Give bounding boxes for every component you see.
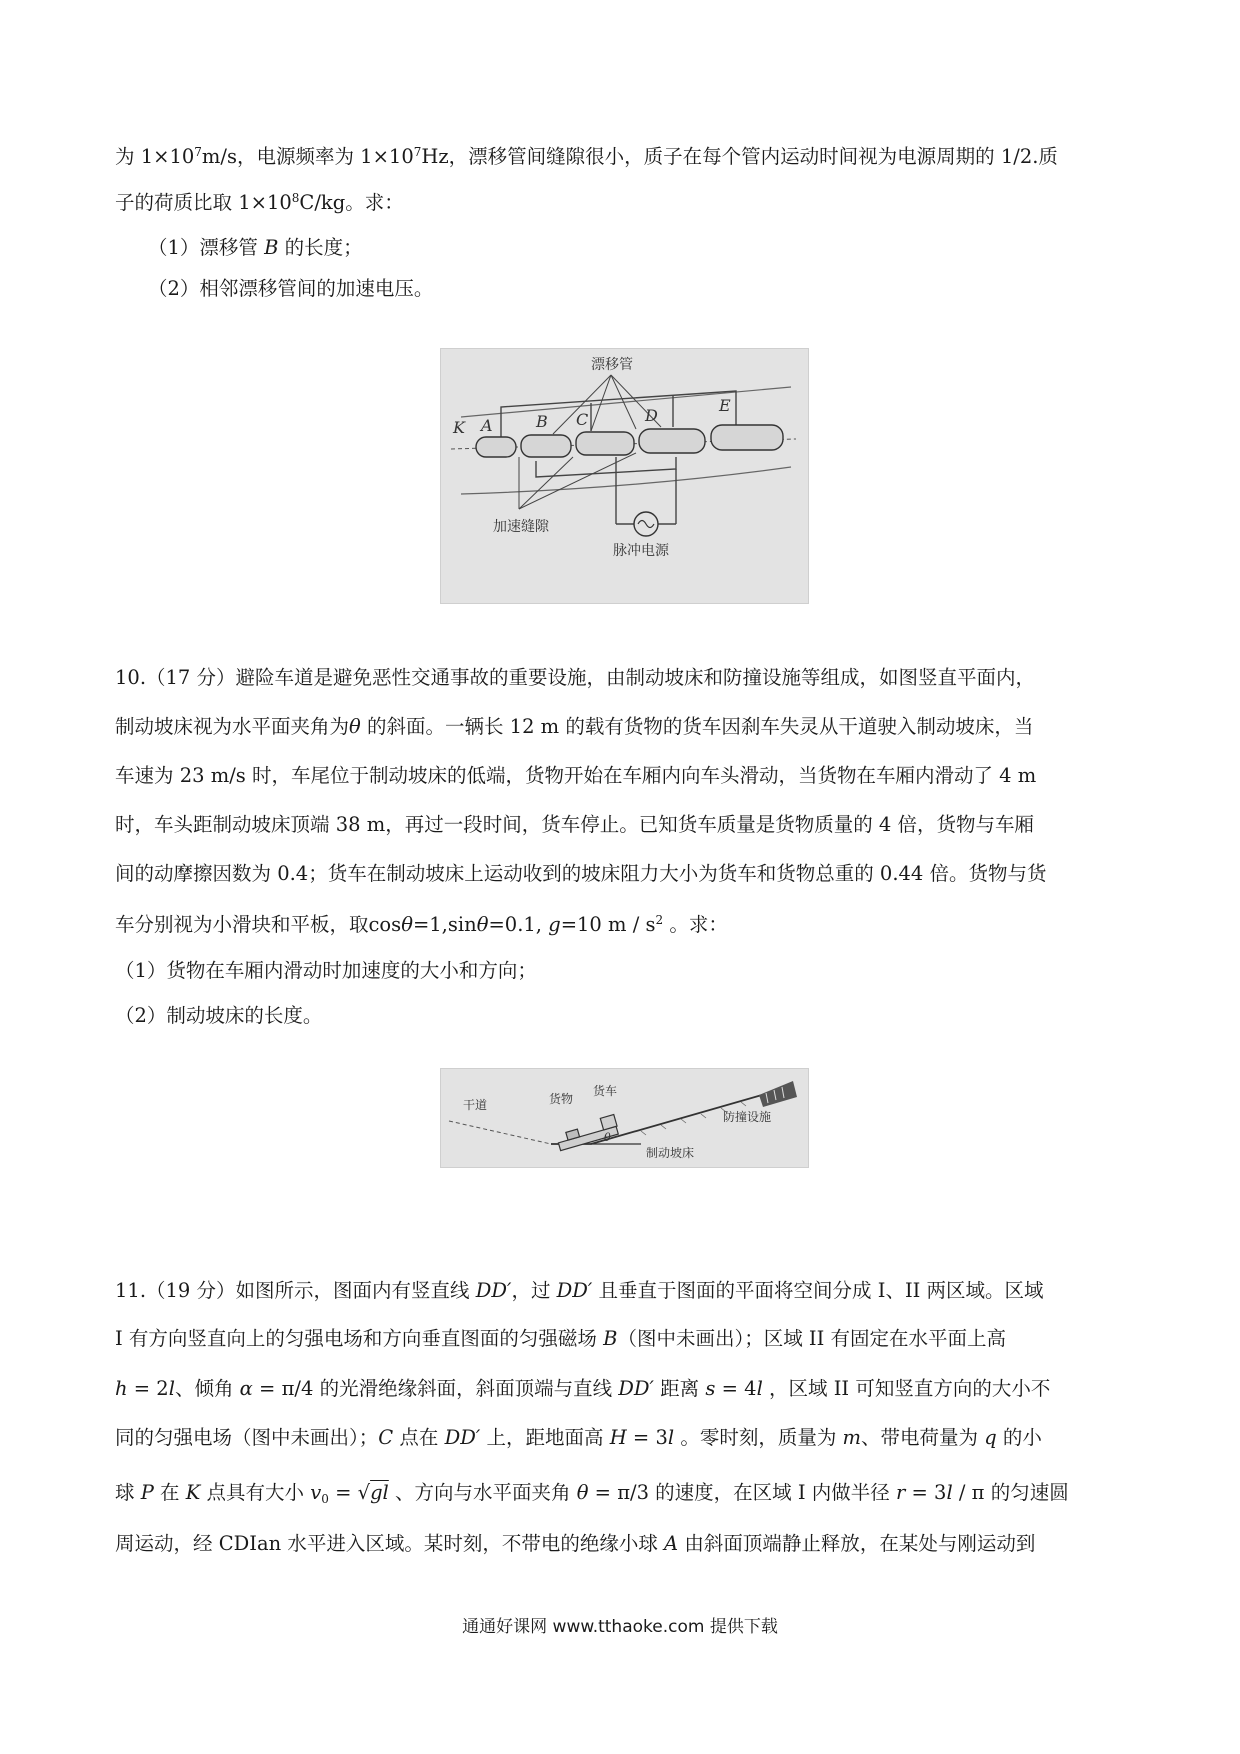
label-cargo: 货物: [549, 1092, 574, 1106]
label-barrier: 防撞设施: [723, 1110, 772, 1124]
figure-drift-tube-accelerator: [440, 348, 809, 604]
p10-question-2: （2）制动坡床的长度。: [115, 1004, 323, 1027]
p10-line-5: 间的动摩擦因数为 0.4；货车在制动坡床上运动收到的坡床阻力大小为货车和货物总重的 0.44 倍。货物与货: [115, 862, 1047, 885]
p11-line-5: 球 P 在 K 点具有大小 $v_0 = √gl$ 、方向与水平面夹角 θ = π/3 的速度，在区域 I 内做半径 r = 3l / π 的匀速圆: [115, 1481, 1069, 1506]
drift-tube-diagram: [441, 349, 808, 603]
p10-line-4: 时，车头距制动坡床顶端 38 m，再过一段时间，货车停止。已知货车质量是货物质量的 4 倍，货物与车厢: [115, 813, 1035, 836]
p11-line-3: h = 2l、倾角 α = π/4 的光滑绝缘斜面，斜面顶端与直线 DD′ 距离 s = 4l ，区域 II 可知竖直方向的大小不: [115, 1377, 1051, 1400]
p11-line-6: 周运动，经 CDIan 水平进入区域。某时刻，不带电的绝缘小球 A 由斜面顶端静止释放，在某处与刚运动到: [115, 1532, 1036, 1555]
p9-question-2: （2）相邻漂移管间的加速电压。: [148, 277, 434, 300]
label-b: B: [536, 412, 548, 431]
label-main-road: 干道: [463, 1098, 488, 1112]
figure-runaway-ramp: [440, 1068, 809, 1168]
p10-question-1: （1）货物在车厢内滑动时加速度的大小和方向；: [115, 959, 537, 982]
label-pulse-source: 脉冲电源: [613, 543, 669, 559]
label-a: A: [481, 416, 493, 435]
p10-line-1: 10.（17 分）避险车道是避免恶性交通事故的重要设施，由制动坡床和防撞设施等组成，如图竖直平面内，: [115, 666, 1036, 689]
label-brake-bed: 制动坡床: [646, 1146, 695, 1160]
label-k: K: [453, 418, 465, 437]
p9-line-2: 子的荷质比取 $1\times 10^8C/kg$。求：: [115, 191, 404, 214]
p11-line-4: 同的匀强电场（图中未画出）；C 点在 DD′ 上，距地面高 H = 3l 。零时刻，质量为 m、带电荷量为 q 的小: [115, 1426, 1042, 1449]
p10-line-2: 制动坡床视为水平面夹角为θ 的斜面。一辆长 12 m 的载有货物的货车因刹车失灵从干道驶入制动坡床，当: [115, 715, 1034, 738]
p9-question-1: （1）漂移管 B 的长度；: [148, 236, 363, 259]
label-truck: 货车: [593, 1084, 618, 1098]
label-e: E: [719, 396, 731, 415]
label-c: C: [576, 410, 589, 429]
label-d: D: [645, 406, 658, 425]
p9-line-1: 为 $1\times 10^7m/s$，电源频率为 $1\times 10^7Hz$，漂移管间缝隙很小，质子在每个管内运动时间视为电源周期的 1/2.质: [115, 145, 1058, 168]
p10-line-6: 车分别视为小滑块和平板，取cosθ=1,sinθ=0.1, g=10 m / $s^2$ 。求：: [115, 913, 728, 936]
p10-line-3: 车速为 23 m/s 时，车尾位于制动坡床的低端，货物开始在车厢内向车头滑动，当货物在车厢内滑动了 4 m: [115, 764, 1037, 787]
barrier-icon: [759, 1081, 797, 1107]
label-drift-tube: 漂移管: [591, 357, 633, 373]
ramp-diagram: [441, 1069, 808, 1167]
label-theta: θ: [604, 1131, 611, 1144]
p11-line-2: I 有方向竖直向上的匀强电场和方向垂直图面的匀强磁场 B（图中未画出）；区域 II 有固定在水平面上高: [115, 1327, 1007, 1350]
page-footer: 通通好课网 www.tthaoke.com 提供下载: [462, 1617, 778, 1637]
label-accel-gap: 加速缝隙: [493, 519, 549, 535]
p11-line-1: 11.（19 分）如图所示，图面内有竖直线 DD′，过 DD′ 且垂直于图面的平面将空间分成 I、II 两区域。区域: [115, 1279, 1044, 1302]
